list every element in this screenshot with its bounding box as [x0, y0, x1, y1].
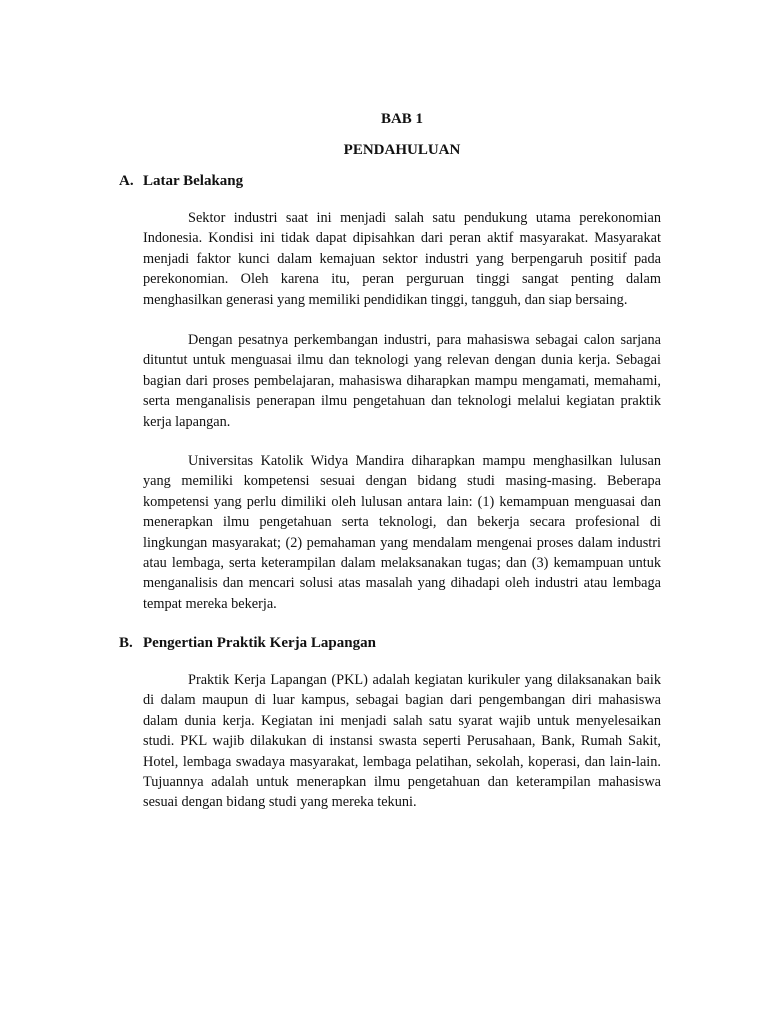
paragraph: Praktik Kerja Lapangan (PKL) adalah kegiatan kurikuler yang dilaksanakan baik di dalam maupun di luar kampus, sebagai bagian dari pengembangan diri mahasiswa dalam dunia kerja. Kegiatan ini menjadi salah satu syarat wajib untuk menyelesaikan studi. PKL wajib dilakukan di instansi swasta seperti Perusahaan, Bank, Rumah Sakit, Hotel, lembaga swadaya masyarakat, lembaga pelatihan, sekolah, koperasi, dan lain-lain. Tujuannya adalah untuk menerapkan ilmu pengetahuan dan keterampilan mahasiswa sesuai dengan bidang studi yang mereka tekuni.	[143, 672, 661, 811]
section-letter: A.	[119, 173, 134, 189]
section-title: Pengertian Praktik Kerja Lapangan	[143, 635, 376, 651]
paragraph: Universitas Katolik Widya Mandira diharapkan mampu menghasilkan lulusan yang memiliki kompetensi sesuai dengan bidang studi masing-masing. Beberapa kompetensi yang perlu dimiliki oleh lulusan antara lain: (1) kemampuan menguasai dan menerapkan ilmu pengetahuan serta teknologi, dan bekerja secara profesional di lingkungan masyarakat; (2) pemahaman yang mendalam mengenai proses dalam industri atau lembaga, serta keterampilan dalam melaksanakan tugas; dan (3) kemampuan untuk menganalisis dan mencari solusi atas masalah yang dihadapi oleh industri atau lembaga tempat mereka bekerja.	[143, 453, 661, 612]
section-heading-pengertian-pkl	[119, 634, 679, 652]
paragraph: Dengan pesatnya perkembangan industri, para mahasiswa sebagai calon sarjana dituntut untuk menguasai ilmu dan teknologi yang relevan dengan dunia kerja. Sebagai bagian dari proses pembelajaran, mahasiswa diharapkan mampu mengamati, memahami, serta menganalisis penerapan ilmu pengetahuan dan teknologi melalui kegiatan praktik kerja lapangan.	[143, 332, 661, 430]
chapter-title: PENDAHULUAN	[343, 142, 461, 158]
chapter-number: BAB 1	[380, 111, 424, 127]
section-title: Latar Belakang	[143, 173, 244, 189]
section-letter: B.	[119, 635, 133, 651]
section-heading-latar-belakang	[119, 172, 679, 190]
paragraph: Sektor industri saat ini menjadi salah satu pendukung utama perekonomian Indonesia. Kondisi ini tidak dapat dipisahkan dari peran aktif masyarakat. Masyarakat menjadi faktor kunci dalam kemajuan sektor industri yang berpengaruh positif pada perekonomian. Oleh karena itu, peran perguruan tinggi sangat penting dalam menghasilkan generasi yang memiliki pendidikan tinggi, tangguh, dan siap bersaing.	[143, 210, 661, 308]
